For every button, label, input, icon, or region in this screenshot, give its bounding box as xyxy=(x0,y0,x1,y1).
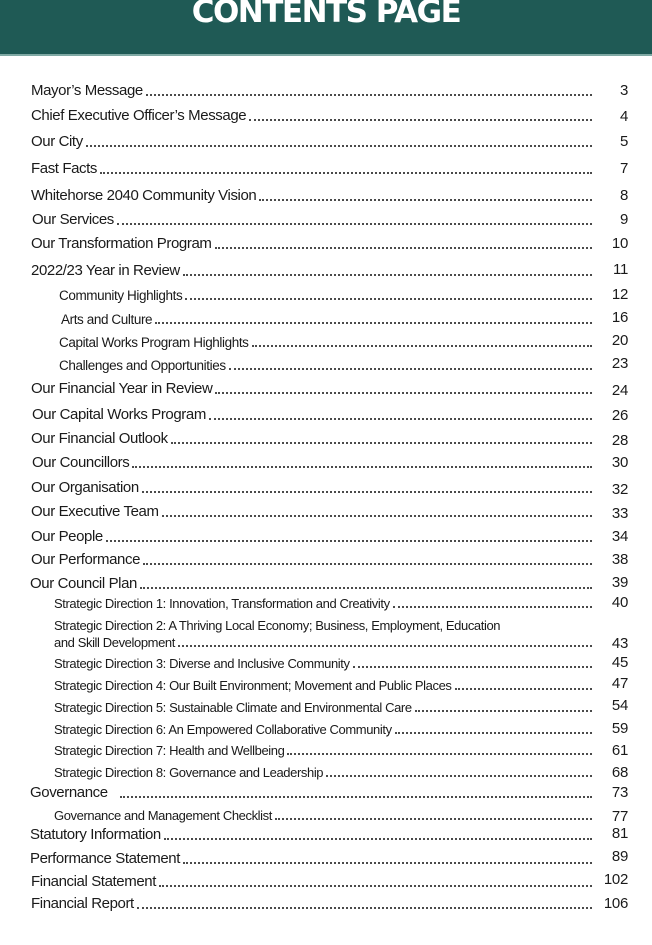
toc-entry[interactable] xyxy=(31,187,596,204)
leader-dots xyxy=(229,368,592,370)
leader-dots xyxy=(137,907,592,909)
leader-dots xyxy=(146,94,592,96)
toc-label: Chief Executive Officer’s Message xyxy=(31,107,247,124)
toc-page-number: 12 xyxy=(611,286,628,303)
toc-label: Our Council Plan xyxy=(30,575,137,592)
toc-label: Strategic Direction 7: Health and Wellbeing xyxy=(54,743,285,758)
toc-page-number: 81 xyxy=(611,825,628,842)
toc-entry[interactable] xyxy=(31,528,596,545)
toc-label: Community Highlights xyxy=(59,288,183,303)
toc-label: Arts and Culture xyxy=(61,312,153,327)
toc-label: Statutory Information xyxy=(30,826,161,843)
toc-label: Mayor’s Message xyxy=(31,82,143,99)
toc-label-continued: and Skill Development xyxy=(54,635,175,650)
toc-entry[interactable] xyxy=(54,635,596,650)
leader-dots xyxy=(185,298,592,300)
leader-dots xyxy=(100,172,592,174)
leader-dots xyxy=(143,563,592,565)
leader-dots xyxy=(393,606,592,608)
toc-entry[interactable] xyxy=(31,380,596,397)
toc-entry[interactable] xyxy=(31,895,596,912)
toc-page-number: 54 xyxy=(611,697,628,714)
toc-page-number: 20 xyxy=(611,332,628,349)
toc-entry[interactable] xyxy=(31,160,596,177)
toc-label: Challenges and Opportunities xyxy=(59,358,226,373)
toc-label: Our Financial Year in Review xyxy=(31,380,213,397)
toc-page-number: 43 xyxy=(611,635,628,652)
toc-page-number: 39 xyxy=(611,574,628,591)
toc-label: Our City xyxy=(31,133,83,150)
leader-dots xyxy=(259,199,592,201)
toc-entry[interactable] xyxy=(31,430,596,447)
toc-entry[interactable] xyxy=(30,575,596,592)
toc-page-number: 4 xyxy=(619,108,628,125)
toc-entry[interactable] xyxy=(54,722,596,737)
toc-entry[interactable] xyxy=(32,454,596,471)
toc-entry[interactable] xyxy=(31,107,596,124)
toc-page-number: 106 xyxy=(603,895,628,912)
toc-entry[interactable] xyxy=(31,235,596,252)
toc-label: Our Councillors xyxy=(32,454,130,471)
toc-page-number: 68 xyxy=(611,764,628,781)
leader-dots xyxy=(183,862,592,864)
toc-entry[interactable] xyxy=(30,784,596,801)
leader-dots xyxy=(140,587,592,589)
leader-dots xyxy=(86,145,592,147)
toc-page-number: 34 xyxy=(611,528,628,545)
toc-label: Our Capital Works Program xyxy=(32,406,206,423)
toc-entry[interactable] xyxy=(31,262,596,279)
toc-page-number: 33 xyxy=(611,505,628,522)
leader-dots xyxy=(353,666,592,668)
toc-label: 2022/23 Year in Review xyxy=(31,262,180,279)
toc-entry[interactable] xyxy=(31,551,596,568)
leader-dots xyxy=(215,392,592,394)
toc-page-number: 38 xyxy=(611,551,628,568)
leader-dots xyxy=(164,838,592,840)
toc-page-number: 5 xyxy=(619,133,628,150)
toc-entry[interactable] xyxy=(30,850,596,867)
leader-dots xyxy=(249,119,592,121)
leader-dots xyxy=(120,796,592,798)
leader-dots xyxy=(132,466,592,468)
toc-page-number: 7 xyxy=(619,160,628,177)
toc-entry[interactable] xyxy=(31,82,596,99)
toc-page-number: 89 xyxy=(611,848,628,865)
toc-entry[interactable] xyxy=(31,133,596,150)
toc-label: Strategic Direction 4: Our Built Environment; Movement and Public Places xyxy=(54,678,452,693)
toc-label: Whitehorse 2040 Community Vision xyxy=(31,187,257,204)
toc-label: Governance xyxy=(30,784,108,801)
toc-label: Our People xyxy=(31,528,103,545)
leader-dots xyxy=(326,775,592,777)
toc-label: Strategic Direction 2: A Thriving Local Economy; Business, Employment, Education xyxy=(54,618,501,633)
leader-dots xyxy=(275,818,592,820)
toc-label: Strategic Direction 5: Sustainable Climate and Environmental Care xyxy=(54,700,412,715)
toc-label: Fast Facts xyxy=(31,160,98,177)
toc-page-number: 32 xyxy=(611,481,628,498)
toc-entry[interactable] xyxy=(54,808,596,823)
toc-label: Our Performance xyxy=(31,551,141,568)
toc-page-number: 24 xyxy=(611,382,628,399)
leader-dots xyxy=(162,515,592,517)
leader-dots xyxy=(455,688,592,690)
toc-entry[interactable] xyxy=(54,656,596,671)
page-title: CONTENTS PAGE xyxy=(191,0,461,30)
toc-entry[interactable] xyxy=(54,700,596,715)
leader-dots xyxy=(209,418,592,420)
toc-page-number: 45 xyxy=(611,654,628,671)
leader-dots xyxy=(117,223,592,225)
toc-label: Our Executive Team xyxy=(31,503,159,520)
toc-page-number: 102 xyxy=(603,871,628,888)
leader-dots xyxy=(287,753,592,755)
leader-dots xyxy=(142,491,592,493)
leader-dots xyxy=(395,732,592,734)
toc-page-number: 8 xyxy=(619,187,628,204)
toc-entry[interactable] xyxy=(30,826,596,843)
toc-label: Strategic Direction 3: Diverse and Inclusive Community xyxy=(54,656,350,671)
toc-entry[interactable] xyxy=(59,358,596,373)
toc-label: Our Transformation Program xyxy=(31,235,212,252)
toc-entry[interactable] xyxy=(31,873,596,890)
toc-page-number: 40 xyxy=(611,594,628,611)
toc-page-number: 26 xyxy=(611,407,628,424)
toc-page-number: 28 xyxy=(611,432,628,449)
toc-label: Financial Statement xyxy=(31,873,156,890)
toc-entry[interactable] xyxy=(54,765,596,780)
toc-page-number: 61 xyxy=(611,742,628,759)
leader-dots xyxy=(155,322,592,324)
toc-entry[interactable] xyxy=(54,596,596,611)
toc-page-number: 16 xyxy=(611,309,628,326)
toc-label: Strategic Direction 8: Governance and Leadership xyxy=(54,765,324,780)
toc-entry[interactable] xyxy=(32,406,596,423)
toc-entry[interactable] xyxy=(59,335,596,350)
toc-entry[interactable] xyxy=(59,288,596,303)
toc-entry[interactable] xyxy=(61,312,596,327)
toc-label: Our Financial Outlook xyxy=(31,430,168,447)
toc-page-number: 23 xyxy=(611,355,628,372)
toc-label: Financial Report xyxy=(31,895,134,912)
toc-page-number: 30 xyxy=(611,454,628,471)
leader-dots xyxy=(252,345,592,347)
toc-page-number: 73 xyxy=(611,784,628,801)
leader-dots xyxy=(178,645,592,647)
toc-label: Performance Statement xyxy=(30,850,181,867)
toc-label: Our Organisation xyxy=(31,479,139,496)
toc-page-number: 59 xyxy=(611,720,628,737)
toc-entry[interactable] xyxy=(32,211,596,228)
leader-dots xyxy=(159,885,592,887)
toc-page-number: 47 xyxy=(611,675,628,692)
toc-label: Strategic Direction 1: Innovation, Transformation and Creativity xyxy=(54,596,390,611)
toc-label: Our Services xyxy=(32,211,114,228)
toc-label: Capital Works Program Highlights xyxy=(59,335,249,350)
toc-page-number: 3 xyxy=(619,82,628,99)
leader-dots xyxy=(171,442,592,444)
leader-dots xyxy=(215,247,593,249)
toc-page-number: 10 xyxy=(611,235,628,252)
leader-dots xyxy=(106,540,592,542)
toc-page-number: 11 xyxy=(613,261,628,278)
toc-entry[interactable] xyxy=(31,503,596,520)
toc-label: Governance and Management Checklist xyxy=(54,808,272,823)
toc-page-number: 77 xyxy=(611,808,628,825)
toc-entry[interactable] xyxy=(54,678,596,693)
toc-entry[interactable] xyxy=(31,479,596,496)
leader-dots xyxy=(183,274,592,276)
toc-label: Strategic Direction 6: An Empowered Collaborative Community xyxy=(54,722,392,737)
leader-dots xyxy=(415,710,592,712)
toc-entry[interactable] xyxy=(54,743,596,758)
toc-entry-line1[interactable] xyxy=(54,618,596,633)
toc-page-number: 9 xyxy=(619,211,628,228)
